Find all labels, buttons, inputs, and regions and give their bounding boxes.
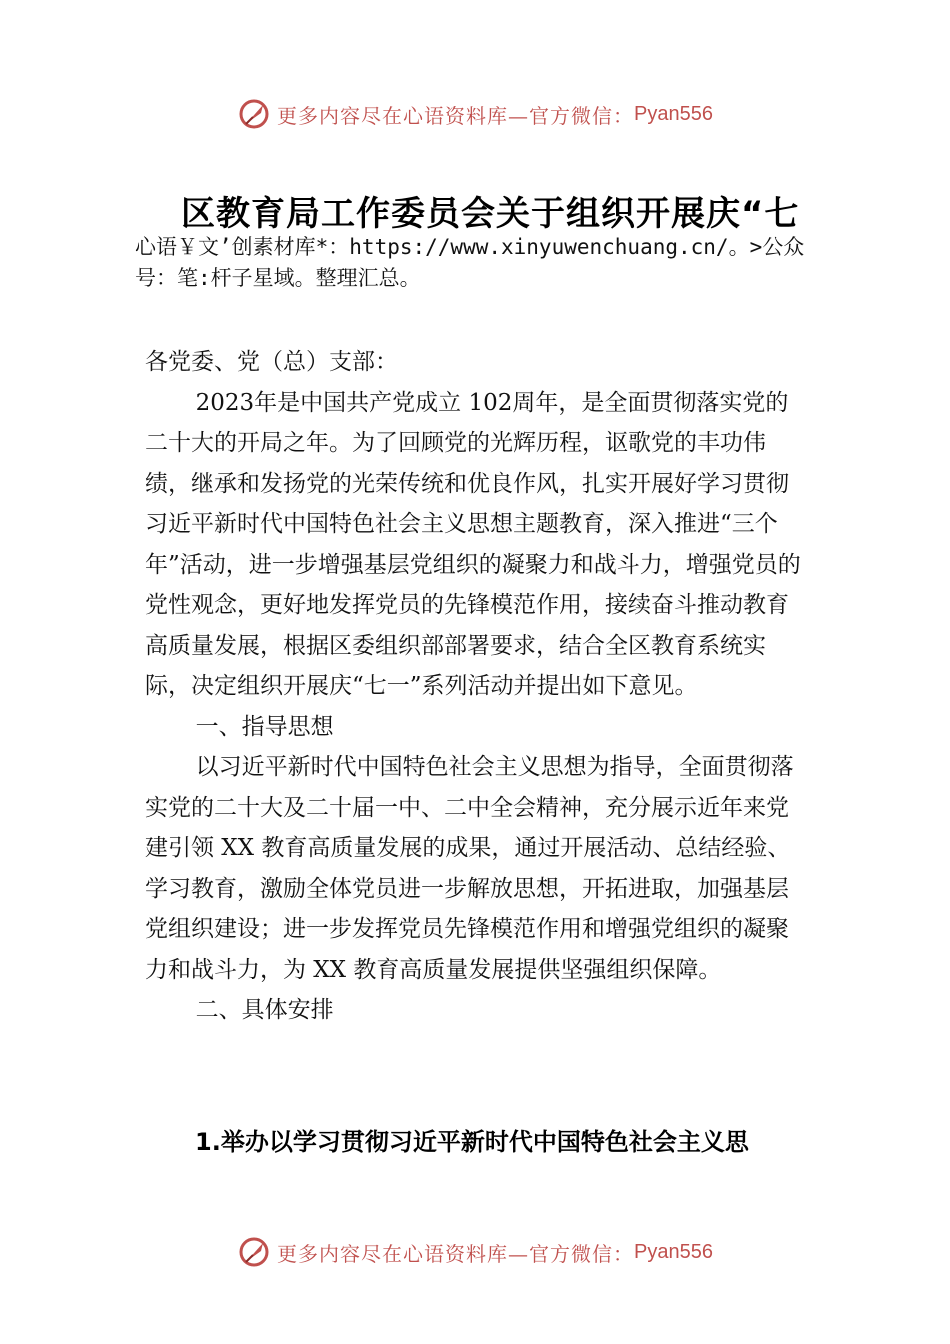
banner-text: 更多内容尽在心语资料库—官方微信：	[277, 1241, 635, 1266]
document-body	[145, 342, 810, 1031]
document-title: 区教育局工作委员会关于组织开展庆“七	[181, 194, 800, 234]
section1-heading: 一、指导思想	[195, 713, 334, 740]
header-banner	[0, 94, 950, 134]
section1-paragraph: 以习近平新时代中国特色社会主义思想为指导，全面贯彻落实党的二十大及二十届一中、二中全会精神，充分展示近年来党建引领 XX 教育高质量发展的成果，通过开展活动、总结经验、学习教育，激励全体党员进一步解放思想，开拓进取，加强基层党组织建设；进一步发挥党员先锋模范作用和增强党组织的凝聚力和战斗力，为 XX 教育高质量发展提供坚强组织保障。	[145, 754, 794, 983]
section2-heading: 二、具体安排	[195, 997, 334, 1023]
intro-paragraph: 2023年是中国共产党成立 102周年，是全面贯彻落实党的二十大的开局之年。为了回顾党的光辉历程，讴歌党的丰功伟绩，继承和发扬党的光荣传统和优良作风，扎实开展好学习贯彻习近平新时代中国特色社会主义思想主题教育，深入推进“三个年”活动，进一步增强基层党组织的凝聚力和战斗力，增强党员的党性观念，更好地发挥党员的先锋模范作用，接续奋斗推动教育高质量发展，根据区委组织部部署要求，结合全区教育系统实际，决定组织开展庆“七一”系列活动并提出如下意见。	[145, 389, 801, 699]
footer-banner	[0, 1232, 950, 1272]
source-line: 心语￥文’创素材库*：https://www.xinyuwenchuang.cn/。>公众号：笔:杆子星域。整理汇总。	[135, 235, 805, 290]
banner-wechat-id: Pyan556	[634, 1240, 713, 1263]
banner-text: 更多内容尽在心语资料库—官方微信：	[277, 103, 635, 128]
item1-heading: 1.举办以学习贯彻习近平新时代中国特色社会主义思	[195, 1128, 749, 1156]
quill-logo-icon	[237, 1235, 271, 1269]
banner-wechat-id: Pyan556	[634, 102, 713, 125]
salutation: 各党委、党（总）支部：	[145, 349, 398, 375]
quill-logo-icon	[237, 97, 271, 131]
